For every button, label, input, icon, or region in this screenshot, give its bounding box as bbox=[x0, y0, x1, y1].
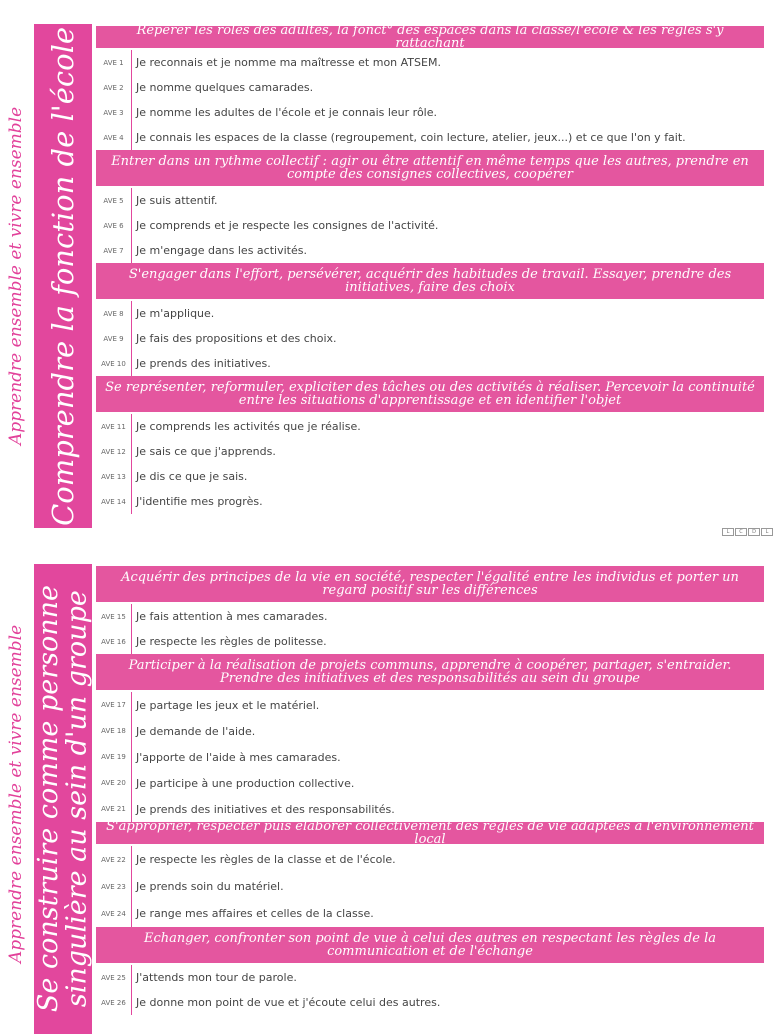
item-text: Je respecte les règles de politesse. bbox=[136, 635, 327, 648]
item-text: J'attends mon tour de parole. bbox=[136, 971, 297, 984]
list-item bbox=[96, 439, 764, 464]
item-text: Je m'engage dans les activités. bbox=[136, 244, 307, 257]
section-list bbox=[96, 23, 764, 514]
list-item bbox=[96, 718, 764, 744]
item-text: Je sais ce que j'apprends. bbox=[136, 445, 276, 458]
item-text: J'apporte de l'aide à mes camarades. bbox=[136, 750, 341, 764]
list-item bbox=[96, 188, 764, 213]
item-text: Je range mes affaires et celles de la classe. bbox=[136, 907, 374, 920]
section-header: S'approprier, respecter puis élaborer collectivement des règles de vie adaptées à l'environnement local bbox=[96, 822, 764, 846]
list-item bbox=[96, 414, 764, 439]
logo-letter: L bbox=[722, 528, 734, 536]
item-text: Je comprends les activités que je réalise. bbox=[136, 420, 361, 433]
item-text: Je prends des initiatives. bbox=[136, 357, 271, 370]
list-item bbox=[96, 351, 764, 376]
list-item bbox=[96, 489, 764, 514]
list-item bbox=[96, 965, 764, 990]
competency-card-2 bbox=[0, 564, 768, 1024]
item-text: Je respecte les règles de la classe et de l'école. bbox=[136, 853, 396, 866]
item-code: AVE 5 bbox=[96, 188, 132, 213]
item-code: AVE 17 bbox=[96, 692, 132, 718]
section-header: Entrer dans un rythme collectif : agir ou être attentif en même temps que les autres, prendre en compte des consignes collectives, coopérer bbox=[96, 150, 764, 188]
section-list bbox=[96, 566, 764, 1015]
objective-band bbox=[34, 564, 92, 1034]
competency-card-1 bbox=[0, 24, 768, 528]
item-code: AVE 9 bbox=[96, 326, 132, 351]
item-code: AVE 14 bbox=[96, 489, 132, 514]
logo-letter: C bbox=[735, 528, 747, 536]
item-code: AVE 20 bbox=[96, 770, 132, 796]
objective-title: Comprendre la fonction de l'école bbox=[45, 26, 80, 526]
item-text: Je nomme quelques camarades. bbox=[136, 81, 314, 94]
domain-label: Apprendre ensemble et vivre ensemble bbox=[6, 106, 26, 446]
item-text: Je partage les jeux et le matériel. bbox=[136, 698, 320, 712]
item-code: AVE 4 bbox=[96, 125, 132, 150]
list-item bbox=[96, 990, 764, 1015]
section bbox=[96, 566, 764, 654]
list-item bbox=[96, 604, 764, 629]
list-item bbox=[96, 100, 764, 125]
item-code: AVE 21 bbox=[96, 796, 132, 822]
section-header: Se représenter, reformuler, expliciter des tâches ou des activités à réaliser. Percevoir la continuité entre les situations d'apprentissage et en identifier l'objet bbox=[96, 376, 764, 414]
list-item bbox=[96, 50, 764, 75]
list-item bbox=[96, 846, 764, 873]
logo-letter: L bbox=[761, 528, 773, 536]
item-code: AVE 1 bbox=[96, 50, 132, 75]
item-text: Je nomme les adultes de l'école et je connais leur rôle. bbox=[136, 106, 437, 119]
list-item bbox=[96, 326, 764, 351]
section-header: S'engager dans l'effort, persévérer, acquérir des habitudes de travail. Essayer, prendre des initiatives, faire des choix bbox=[96, 263, 764, 301]
objective-title-line: Se construire comme personne bbox=[32, 585, 64, 1013]
item-code: AVE 22 bbox=[96, 846, 132, 873]
item-text: Je dis ce que je sais. bbox=[136, 470, 248, 483]
section bbox=[96, 927, 764, 1015]
list-item bbox=[96, 238, 764, 263]
list-item bbox=[96, 301, 764, 326]
item-code: AVE 19 bbox=[96, 744, 132, 770]
list-item bbox=[96, 692, 764, 718]
section-header: Acquérir des principes de la vie en société, respecter l'égalité entre les individus et porter un regard positif sur les différences bbox=[96, 566, 764, 604]
item-code: AVE 2 bbox=[96, 75, 132, 100]
item-code: AVE 12 bbox=[96, 439, 132, 464]
item-text: Je participe à une production collective. bbox=[136, 776, 355, 790]
list-item bbox=[96, 125, 764, 150]
item-code: AVE 15 bbox=[96, 604, 132, 629]
section-header: Participer à la réalisation de projets communs, apprendre à coopérer, partager, s'entraider. Prendre des initiatives et des responsabilités au sein du groupe bbox=[96, 654, 764, 692]
logo-letter: D bbox=[748, 528, 760, 536]
list-item bbox=[96, 75, 764, 100]
item-text: Je reconnais et je nomme ma maîtresse et mon ATSEM. bbox=[136, 56, 441, 69]
item-text: Je fais des propositions et des choix. bbox=[136, 332, 337, 345]
item-code: AVE 7 bbox=[96, 238, 132, 263]
item-code: AVE 3 bbox=[96, 100, 132, 125]
item-code: AVE 25 bbox=[96, 965, 132, 990]
item-code: AVE 18 bbox=[96, 718, 132, 744]
item-text: Je suis attentif. bbox=[136, 194, 218, 207]
list-item bbox=[96, 873, 764, 900]
item-text: J'identifie mes progrès. bbox=[136, 495, 263, 508]
section-header: Repérer les rôles des adultes, la fonct° des espaces dans la classe/l'école & les règles s'y rattachant bbox=[96, 26, 764, 50]
item-text: Je prends soin du matériel. bbox=[136, 880, 284, 893]
item-text: Je m'applique. bbox=[136, 307, 215, 320]
item-code: AVE 23 bbox=[96, 873, 132, 900]
objective-title bbox=[32, 585, 92, 1013]
section bbox=[96, 654, 764, 822]
list-item bbox=[96, 900, 764, 927]
objective-band bbox=[34, 24, 92, 528]
item-code: AVE 10 bbox=[96, 351, 132, 376]
item-code: AVE 24 bbox=[96, 900, 132, 927]
section bbox=[96, 819, 764, 927]
item-text: Je donne mon point de vue et j'écoute celui des autres. bbox=[136, 996, 441, 1009]
item-code: AVE 6 bbox=[96, 213, 132, 238]
item-text: Je fais attention à mes camarades. bbox=[136, 610, 328, 623]
section bbox=[96, 376, 764, 514]
item-text: Je prends des initiatives et des responsabilités. bbox=[136, 802, 395, 816]
section bbox=[96, 150, 764, 263]
section-header: Echanger, confronter son point de vue à celui des autres en respectant les règles de la communication et de l'échange bbox=[96, 927, 764, 965]
item-code: AVE 8 bbox=[96, 301, 132, 326]
item-text: Je connais les espaces de la classe (regroupement, coin lecture, atelier, jeux...) et ce que l'on y fait. bbox=[136, 131, 686, 144]
objective-title-line: singulière au sein d'un groupe bbox=[61, 590, 92, 1008]
item-text: Je demande de l'aide. bbox=[136, 724, 256, 738]
list-item bbox=[96, 213, 764, 238]
item-code: AVE 26 bbox=[96, 990, 132, 1015]
list-item bbox=[96, 770, 764, 796]
list-item bbox=[96, 744, 764, 770]
item-code: AVE 11 bbox=[96, 414, 132, 439]
author-logo bbox=[722, 528, 773, 536]
list-item bbox=[96, 629, 764, 654]
item-code: AVE 13 bbox=[96, 464, 132, 489]
section bbox=[96, 263, 764, 376]
section bbox=[96, 23, 764, 150]
list-item bbox=[96, 464, 764, 489]
item-text: Je comprends et je respecte les consignes de l'activité. bbox=[136, 219, 439, 232]
item-code: AVE 16 bbox=[96, 629, 132, 654]
domain-label: Apprendre ensemble et vivre ensemble bbox=[6, 624, 26, 964]
